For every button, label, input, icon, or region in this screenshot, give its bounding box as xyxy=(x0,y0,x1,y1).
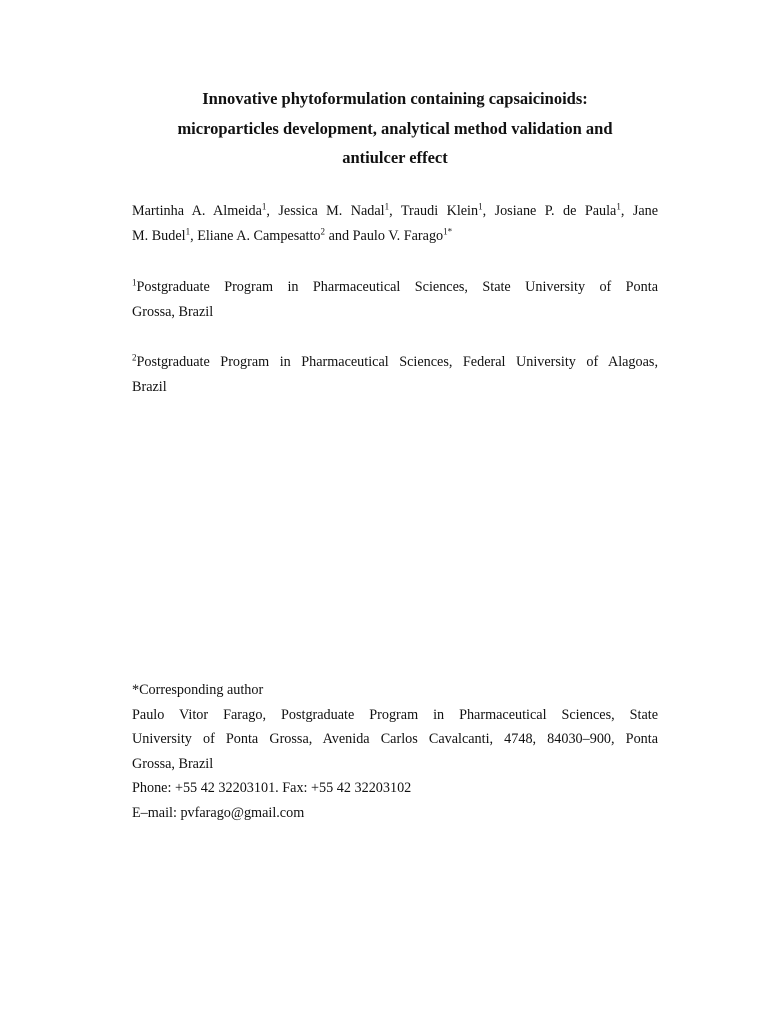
author-separator: , xyxy=(190,227,198,244)
affiliation-2-line-1 xyxy=(132,350,658,375)
title-line-2: microparticles development, analytical method validation and xyxy=(177,118,613,138)
corresponding-address-line-2: University of Ponta Grossa, Avenida Carlos Cavalcanti, 4748, 84030–900, Ponta xyxy=(132,731,658,747)
affiliation-2-line-2: Brazil xyxy=(132,378,167,395)
author-separator: and xyxy=(325,227,353,244)
affiliation-text: Postgraduate Program in Pharmaceutical Sciences, State University of Ponta xyxy=(136,279,658,295)
author-name: Traudi Klein xyxy=(400,203,479,219)
affiliation-text: Postgraduate Program in Pharmaceutical Sciences, Federal University of Alagoas, xyxy=(136,354,658,370)
author-affiliation-marker: 1 xyxy=(478,201,483,212)
author-name: Josiane P. de Paula xyxy=(494,203,617,219)
author-list xyxy=(132,199,658,248)
author-name-part: Jane xyxy=(632,203,659,219)
author-name: Eliane A. Campesatto xyxy=(197,227,321,244)
corresponding-phone: Phone: +55 42 32203101. Fax: +55 42 32203102 xyxy=(132,780,412,796)
author-name: Jessica M. Nadal xyxy=(278,203,385,219)
corresponding-author-block xyxy=(132,678,658,825)
corresponding-email: E–mail: pvfarago@gmail.com xyxy=(132,804,305,821)
affiliation-1-line-1 xyxy=(132,275,658,300)
title-line-1: Innovative phytoformulation containing capsaicinoids: xyxy=(202,89,588,108)
author-line-1 xyxy=(132,199,658,224)
author-affiliation-marker: 1 xyxy=(616,201,621,212)
author-separator: , xyxy=(389,203,401,219)
affiliation-1-line-2: Grossa, Brazil xyxy=(132,303,214,320)
affiliation-marker: 2 xyxy=(132,352,137,363)
author-affiliation-marker: 1 xyxy=(261,201,267,212)
affiliation-marker: 1 xyxy=(132,277,137,288)
corresponding-address-line-1: Paulo Vitor Farago, Postgraduate Program in Pharmaceutical Sciences, State xyxy=(132,706,658,723)
affiliation-2 xyxy=(132,350,658,399)
author-separator: , xyxy=(620,203,633,219)
author-affiliation-marker: 1 xyxy=(185,225,191,236)
author-name-part: M. Budel xyxy=(132,227,186,244)
author-name: Martinha A. Almeida xyxy=(132,203,262,219)
author-affiliation-marker: 1 xyxy=(384,201,390,212)
author-separator: , xyxy=(482,203,495,219)
author-separator: , xyxy=(266,203,279,219)
author-line-2 xyxy=(132,224,658,249)
author-name: Paulo V. Farago xyxy=(352,227,444,244)
title-line-3: antiulcer effect xyxy=(342,148,448,167)
corresponding-address-line-3: Grossa, Brazil xyxy=(132,755,214,772)
author-affiliation-marker: 1* xyxy=(443,225,453,236)
corresponding-author-heading: *Corresponding author xyxy=(132,682,264,698)
affiliation-1 xyxy=(132,275,658,324)
author-affiliation-marker: 2 xyxy=(320,225,326,236)
paper-title xyxy=(110,84,680,173)
